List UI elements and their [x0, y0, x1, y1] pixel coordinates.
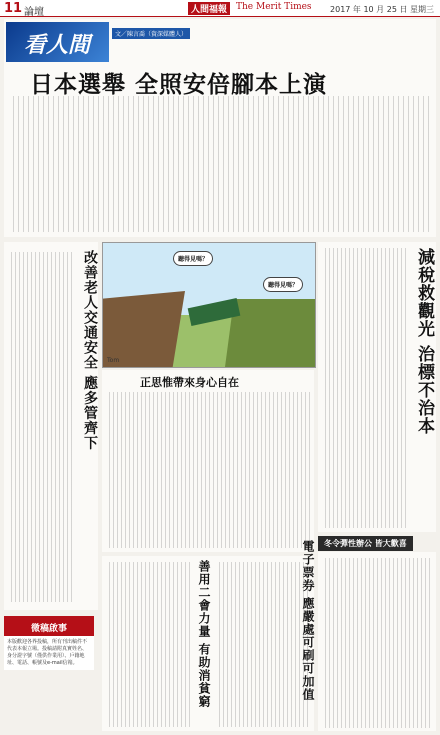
main-headline: 日本選舉 全照安倍腳本上演 [30, 71, 328, 98]
cliff-left-icon [103, 291, 185, 367]
column-banner [6, 22, 109, 62]
speech-bubble-left: 聽得見嗎？ [173, 251, 213, 266]
submission-text: 本版歡迎各界投稿，所有刊出稿件不代表本報立場。投稿請附真實姓名、身分證字號（僅供作業用）、戶籍地址、電話、帳號及e-mail信箱。 [7, 639, 88, 666]
editorial-cartoon [102, 242, 316, 368]
page-header [0, 0, 440, 17]
author-byline: 文／陳言喬（資深媒體人） [112, 28, 190, 39]
left-article-headline: 改善老人交通安全 應多管齊下 [82, 250, 98, 451]
submission-title: 微稿啟事 [4, 619, 94, 636]
left-body [8, 252, 72, 602]
page-number: 11 [4, 1, 23, 16]
body-text-column [10, 96, 430, 232]
masthead-logo: 人間福報 [188, 2, 230, 15]
bottom-middle-headline: 善用二會力量 有助消貧窮 [197, 560, 211, 709]
bottom-right-body [322, 558, 432, 728]
section-bar: 冬令彈性辦公 皆大歡喜 [318, 536, 413, 551]
right-article-headline: 減稅救觀光 治標不治本 [414, 248, 434, 435]
column-title: 看人間 [24, 32, 91, 58]
right-body [322, 248, 408, 528]
speech-bubble-right: 聽得見嗎？ [263, 277, 303, 292]
middle-article-headline: 正思惟帶來身心自在 [140, 376, 239, 389]
masthead-en: The Merit Times [236, 2, 312, 12]
page-section: 論壇 [24, 7, 44, 18]
middle-body [106, 392, 310, 548]
submission-notice [4, 616, 94, 670]
bottom-middle-body-2 [216, 562, 310, 727]
issue-date: 2017 年 10 月 25 日 星期三 [330, 5, 434, 14]
bottom-middle-body [106, 562, 192, 727]
cartoon-credit: Tom [107, 357, 120, 364]
bottom-right-headline: 電子票券 應嚴處可刷可加值 [301, 540, 315, 702]
